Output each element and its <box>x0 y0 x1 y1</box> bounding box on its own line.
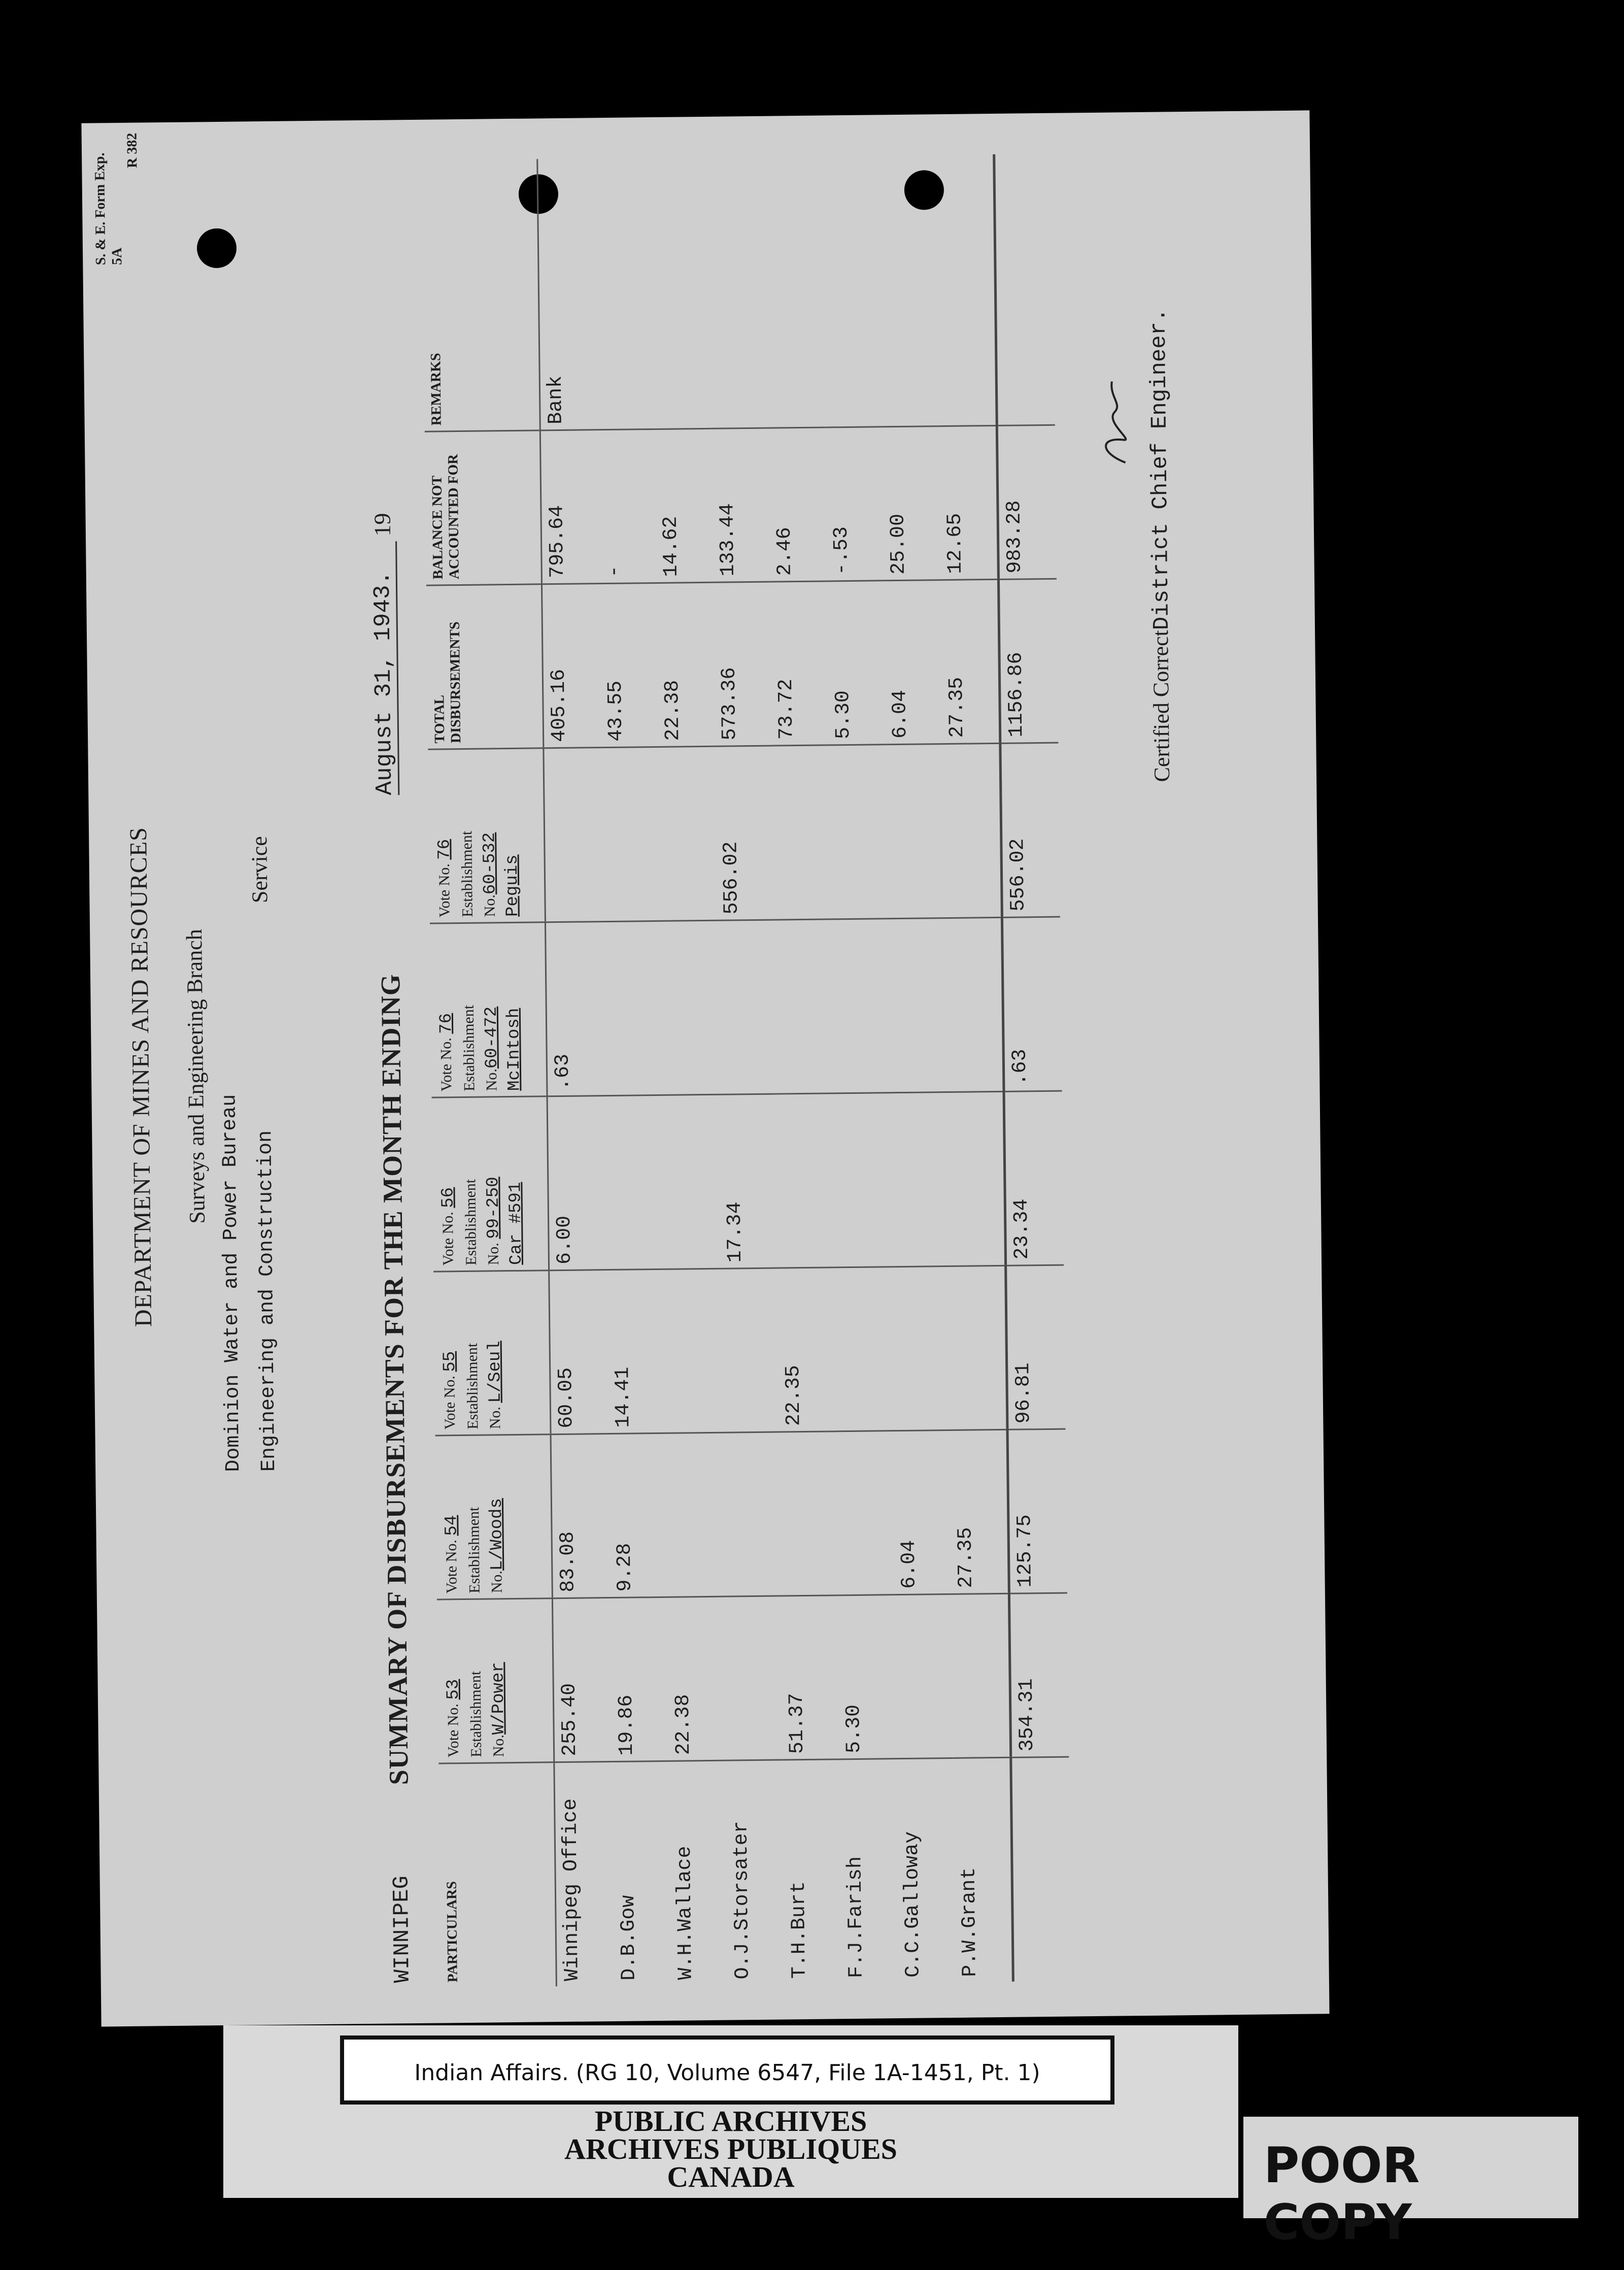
amount-cell <box>658 746 717 921</box>
office-name: WINNIPEG <box>389 1875 416 1983</box>
total-amount-cell: 125.75 <box>1007 1429 1067 1593</box>
amount-cell <box>946 1091 1006 1266</box>
disbursement-form <box>92 132 1283 2001</box>
total-cell: 27.35 <box>940 579 1000 744</box>
amount-cell <box>887 918 946 1093</box>
archive-reference: Indian Affairs. (RG 10, Volume 6547, File 1A-1451, Pt. 1) <box>414 2060 1040 2086</box>
amount-cell: 9.28 <box>608 1433 667 1597</box>
remarks-cell <box>652 157 712 429</box>
amount-cell <box>717 920 775 1094</box>
amount-cell <box>834 1267 892 1431</box>
total-amount-cell: 96.81 <box>1006 1265 1066 1429</box>
department-title: DEPARTMENT OF MINES AND RESOURCES <box>124 826 157 1327</box>
amount-cell <box>720 1268 779 1432</box>
form-reference: S. & E. Form Exp. 5A R 382 <box>92 132 141 265</box>
amount-cell <box>775 1093 834 1268</box>
total-cell: 73.72 <box>770 581 828 746</box>
balance-total-cell: 983.28 <box>997 425 1057 579</box>
vote-53-header: Vote No. 53 Establishment No.W/Power <box>437 1598 554 1763</box>
balance-cell: 14.62 <box>655 428 713 583</box>
remarks-cell <box>595 158 655 430</box>
amount-cell: 255.40 <box>552 1598 612 1762</box>
disbursement-table <box>422 154 1071 1988</box>
total-cell: 405.16 <box>542 584 601 748</box>
remarks-cell <box>765 156 825 428</box>
amount-cell: 14.41 <box>606 1269 665 1433</box>
balance-cell: 133.44 <box>712 428 770 582</box>
remarks-cell <box>822 155 882 427</box>
amount-cell: 60.05 <box>549 1270 608 1434</box>
remarks-cell: Bank <box>544 375 568 425</box>
particulars-cell: P.W.Grant <box>953 1757 1013 1982</box>
amount-cell: 6.00 <box>547 1096 606 1271</box>
amount-cell: 27.35 <box>949 1429 1009 1594</box>
vote-76b-header: Vote No. 76 Establishment No.60-532 Peguis <box>428 748 545 923</box>
balance-cell: - <box>598 429 656 583</box>
document-sheet <box>81 110 1329 2026</box>
amount-cell: 6.04 <box>892 1430 951 1595</box>
particulars-cell: C.C.Galloway <box>896 1758 955 1983</box>
balance-cell: -.53 <box>825 427 884 581</box>
amount-cell <box>771 745 830 920</box>
particulars-header: PARTICULARS <box>438 1762 556 1988</box>
bureau-line: Dominion Water and Power Bureau <box>218 1094 246 1473</box>
service-line: Engineering and Construction <box>254 1130 281 1472</box>
grand-total-cell: 1156.86 <box>998 579 1058 743</box>
amount-cell <box>724 1596 782 1760</box>
total-cell: 43.55 <box>599 583 658 747</box>
amount-cell: .63 <box>545 922 604 1096</box>
archive-country: CANADA <box>667 2160 795 2193</box>
summary-title: SUMMARY OF DISBURSEMENTS FOR THE MONTH ENDING <box>375 973 414 1785</box>
remarks-cell <box>708 157 768 429</box>
total-header: TOTAL DISBURSEMENTS <box>426 584 544 749</box>
total-amount-cell: .63 <box>1002 917 1062 1091</box>
amount-cell: 556.02 <box>715 746 773 920</box>
vote-54-header: Vote No. 54 Establishment No.L/Woods <box>435 1434 553 1599</box>
amount-cell: 5.30 <box>837 1595 896 1759</box>
archive-name-en: PUBLIC ARCHIVES <box>594 2105 867 2138</box>
amount-cell: 51.37 <box>781 1595 839 1760</box>
archive-label <box>223 2025 1238 2198</box>
total-cell: 5.30 <box>827 581 885 745</box>
particulars-cell: F.J.Farish <box>839 1759 898 1984</box>
remarks-cell <box>879 155 939 427</box>
vote-76-header: Vote No. 76 Establishment No.60-472 McIntosh <box>430 922 547 1097</box>
total-amount-cell: 354.31 <box>1009 1593 1069 1757</box>
amount-cell <box>830 919 889 1093</box>
balance-cell: 795.64 <box>540 430 599 584</box>
particulars-cell <box>1011 1757 1071 1982</box>
amount-cell <box>663 1268 722 1433</box>
signature <box>1094 376 1141 468</box>
amount-cell: 83.08 <box>551 1434 610 1598</box>
amount-cell <box>944 917 1004 1092</box>
month-ending: August 31, 1943. <box>369 541 399 795</box>
balance-cell: 25.00 <box>882 426 940 581</box>
total-cell: 22.38 <box>656 582 715 747</box>
certification: Certified CorrectDistrict Chief Engineer. <box>1146 308 1175 782</box>
amount-cell <box>722 1432 781 1596</box>
amount-cell <box>773 919 832 1094</box>
remarks-cell <box>994 154 1055 426</box>
particulars-cell: Winnipeg Office <box>554 1762 614 1987</box>
amount-cell <box>828 745 887 919</box>
amount-cell <box>832 1093 891 1267</box>
amount-cell <box>601 747 660 921</box>
balance-cell: 12.65 <box>939 425 999 580</box>
vote-55-header: Vote No. 55 Establishment No. L/Seul <box>433 1271 551 1436</box>
archive-reference-strip <box>340 2035 1114 2105</box>
total-cell: 573.36 <box>713 582 771 746</box>
amount-cell: 19.86 <box>610 1597 668 1761</box>
remarks-cell <box>936 154 997 426</box>
amount-cell <box>835 1431 894 1595</box>
amount-cell <box>894 1594 953 1758</box>
amount-cell <box>660 920 719 1095</box>
amount-cell <box>605 1095 664 1270</box>
amount-cell: 22.35 <box>777 1267 835 1432</box>
amount-cell <box>942 743 1002 918</box>
amount-cell <box>948 1265 1007 1430</box>
particulars-cell: D.B.Gow <box>612 1761 671 1986</box>
particulars-cell: W.H.Wallace <box>668 1760 728 1985</box>
amount-cell: 22.38 <box>667 1596 725 1761</box>
amount-cell <box>603 921 662 1095</box>
service-label: Service <box>247 836 273 904</box>
amount-cell: 17.34 <box>719 1094 777 1268</box>
stamp-text: POOR COPY <box>1264 2137 1420 2251</box>
particulars-cell: T.H.Burt <box>782 1759 841 1984</box>
balance-cell: 2.46 <box>768 427 827 582</box>
vote-56-header: Vote No. 56 Establishment No. 99-250 Car #591 <box>432 1096 549 1272</box>
amount-cell <box>662 1094 721 1269</box>
amount-cell <box>779 1431 837 1596</box>
poor-copy-stamp <box>1243 2117 1578 2251</box>
remarks-header: REMARKS <box>422 159 540 431</box>
amount-cell <box>665 1432 724 1597</box>
amount-cell <box>889 1092 948 1267</box>
amount-cell <box>885 744 944 919</box>
total-amount-cell: 556.02 <box>1000 743 1060 917</box>
total-amount-cell: 23.34 <box>1004 1091 1064 1265</box>
total-cell: 6.04 <box>884 580 942 745</box>
amount-cell <box>891 1266 949 1431</box>
branch-title: Surveys and Engineering Branch <box>182 929 210 1224</box>
particulars-cell: O.J.Storsater <box>725 1760 785 1985</box>
amount-cell <box>544 748 603 922</box>
amount-cell <box>951 1593 1011 1758</box>
balance-header: BALANCE NOT ACCOUNTED FOR <box>425 430 542 585</box>
year-label: 19 <box>369 513 395 537</box>
archive-name-fr: ARCHIVES PUBLIQUES <box>564 2132 897 2165</box>
